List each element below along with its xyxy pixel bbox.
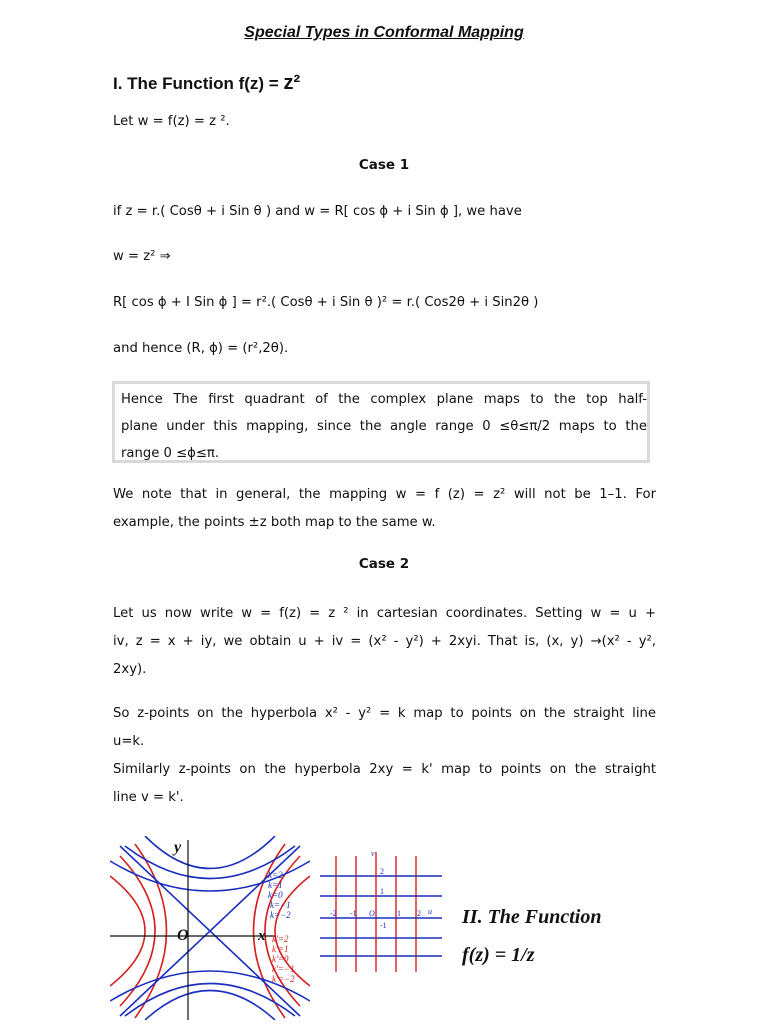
tick-label: 2 [380,867,384,876]
general-line2: example, the points ±z both map to the same w. [113,515,436,530]
tick-label: -1 [380,921,387,930]
general-line1: We note that in general, the mapping w = f (z) = z² will not be 1–1. For [113,487,656,502]
note-line3: range 0 ≤ϕ≤π. [121,446,220,461]
tick-label: -1 [350,909,357,918]
kprime-label: k'=2 [272,934,289,944]
page-title: Special Types in Conformal Mapping [244,24,524,41]
case1-label: Case 1 [358,157,410,173]
case2-line5: u=k. [113,734,145,749]
kprime-label: k'=0 [272,954,289,964]
hyperbola-paragraph [113,700,656,812]
section2-heading: II. The Function [462,906,602,928]
case2-label: Case 2 [358,556,410,572]
k-label: k=−1 [270,900,291,910]
case2-line6: Similarly z-points on the hyperbola 2xy = k' map to points on the straight [113,762,656,777]
k-label: k=−2 [270,910,291,920]
red-hyperbola [120,856,155,1006]
blue-hyperbola [125,984,295,1017]
kprime-label: k'=−1 [272,964,295,974]
tick-label: 2 [417,909,421,918]
case2-line7: line v = k'. [113,790,184,805]
origin-label: O [369,909,375,918]
case2-line2: iv, z = x + iy, we obtain u + iv = (x² - y²) + 2xyi. That is, (x, y) →(x² - y², [113,634,656,649]
section1-heading-text: I. The Function f(z) = [113,74,284,93]
section1-heading-formula: z² [283,72,301,94]
case2-line4: So z-points on the hyperbola x² - y² = k map to points on the straight line [113,706,656,721]
hyperbola-figure [110,836,310,1020]
red-hyperbola [110,876,145,986]
blue-hyperbola [145,836,275,869]
kprime-label: k'=1 [272,944,289,954]
general-note [113,481,656,537]
tick-label: 1 [397,909,401,918]
case1-line1: if z = r.( Cosθ + i Sin θ ) and w = R[ cos ϕ + i Sin ϕ ], we have [113,204,522,219]
origin-label: O [177,927,189,944]
y-axis-label: y [174,839,182,856]
uv-grid-figure [316,848,446,974]
note-line1: Hence The first quadrant of the complex plane maps to the top half- [121,392,647,407]
k-label: k=2 [268,870,283,880]
blue-hyperbola [145,991,275,1021]
let-line: Let w = f(z) = z ². [113,114,230,129]
note-box [112,381,650,463]
tick-label: 1 [380,887,384,896]
note-line2: plane under this mapping, since the angle range 0 ≤θ≤π/2 maps to the [121,419,647,434]
case1-line3: R[ cos ϕ + I Sin ϕ ] = r².( Cosθ + i Sin θ )² = r.( Cos2θ + i Sin2θ ) [113,295,539,310]
x-axis-label: x [258,928,266,944]
case1-line2: w = z² ⇒ [113,249,171,264]
section2-formula: f(z) = 1/z [462,944,535,966]
case2-line3: 2xy). [113,662,147,677]
red-hyperbola [135,844,167,1018]
kprime-label: k'=−2 [272,974,295,984]
case1-line4: and hence (R, ϕ) = (r²,2θ). [113,341,289,356]
k-label: k=1 [268,880,283,890]
section1-heading [113,72,300,95]
tick-label: -2 [330,909,337,918]
k-label: k=0 [268,890,283,900]
v-axis-label: v [371,849,375,858]
u-axis-label: u [428,907,432,916]
case2-line1: Let us now write w = f(z) = z ² in cartesian coordinates. Setting w = u + [113,606,656,621]
case2-paragraph [113,600,656,684]
